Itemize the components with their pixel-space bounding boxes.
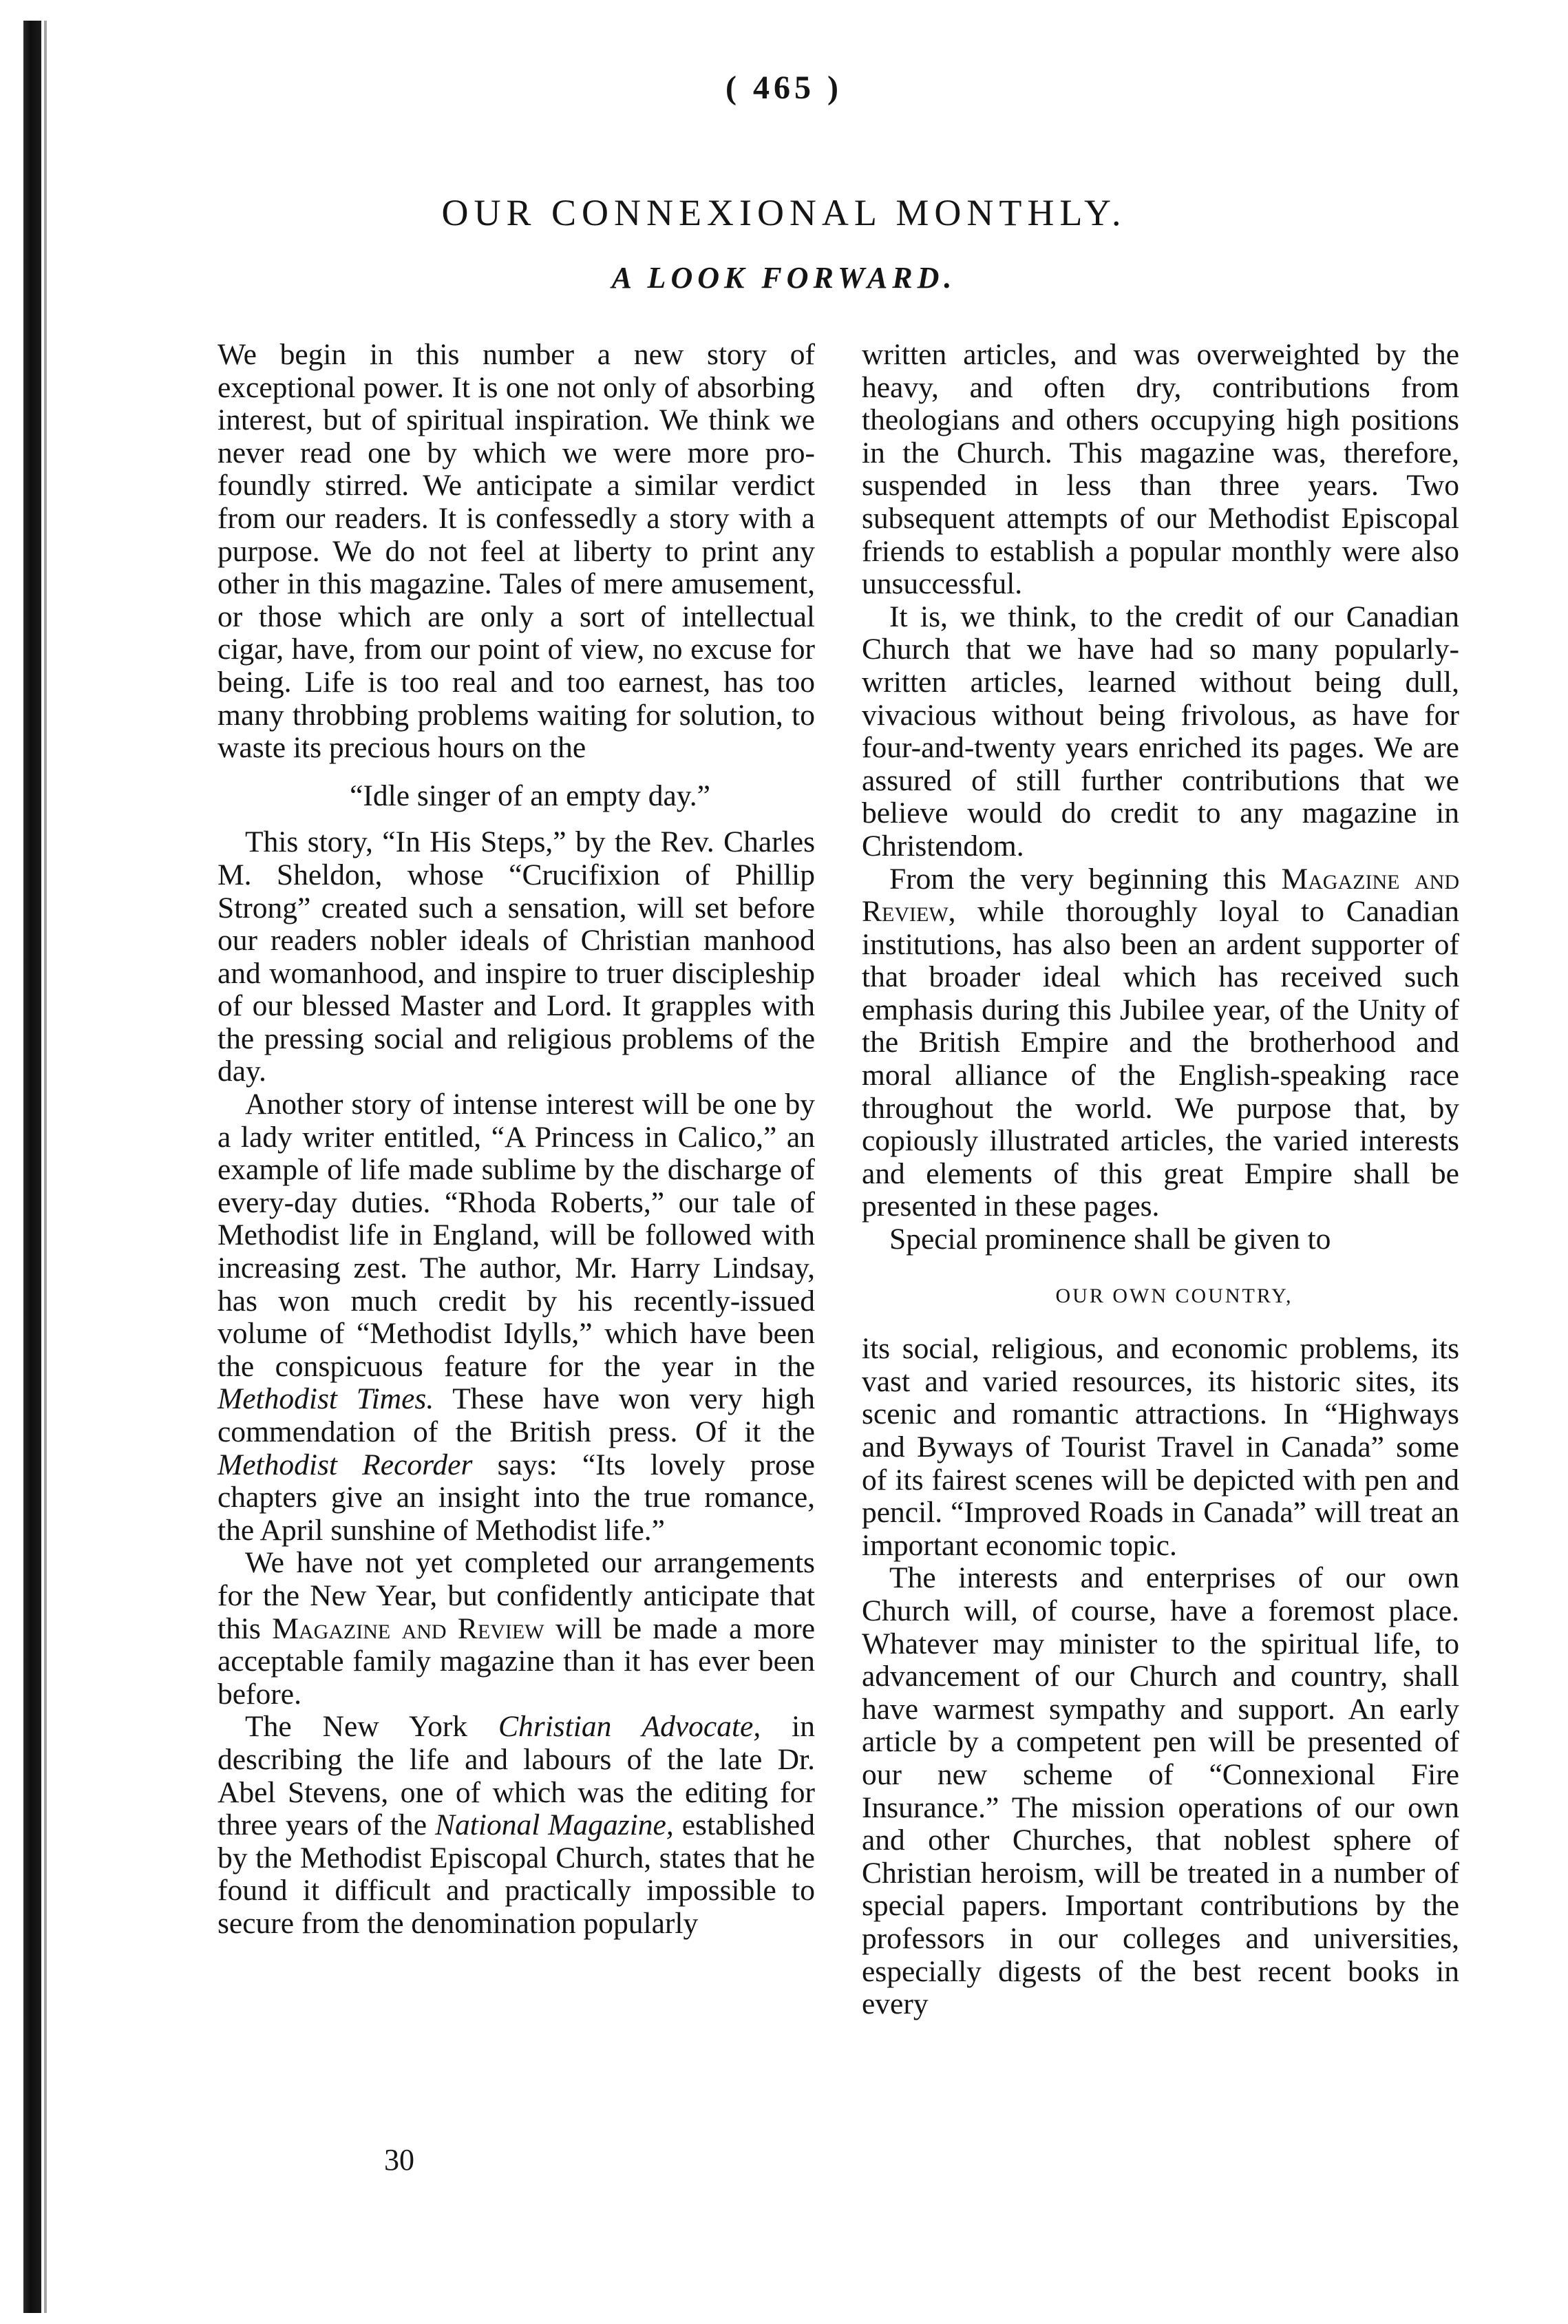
binding-shadow (23, 21, 41, 2313)
text-run: says: “Its lovely prose chapters give an insight into the true romance, the April sunshine of Methodist life.” (218, 1448, 815, 1547)
paragraph: We begin in this number a new story of exceptional power. It is one not only of absorbing interest, but of spiritual inspiration. We think we never read one by which we were more profoundly stirred. We anticipate a similar verdict from our readers. It is confessedly a story with a purpose. We do not feel at liberty to print any other in this magazine. Tales of mere amusement, or those which are only a sort of intellectual cigar, have, from our point of view, no excuse for being. Life is too real and too earnest, has too many throbbing problems waiting for solution, to waste its precious hours on the (218, 338, 815, 765)
page-number: ( 465 ) (725, 70, 843, 106)
italic-title: Christian Advocate, (498, 1710, 761, 1744)
text-run: , while thoroughly loyal to Canadian institutions, has also been an ardent supporter of that broader ideal which has received such emphasis during this Jubilee year, of the Unity of the British Empire and the brotherhood and moral alliance of the English-speaking race throughout the world. We purpose that, by copiously illustrated articles, the varied interests and elements of this great Empire shall be presented in these pages. (862, 895, 1459, 1223)
paragraph: written articles, and was overweighted by the heavy, and often dry, contributions from theologians and others occupying high positions in the Church. This magazine was, therefore, suspended in less than three years. Two subsequent attempts of our Methodist Episcopal friends to establish a popular monthly were also unsuccessful. (862, 338, 1459, 601)
text-run: in describing the life and labours of the late Dr. Abel Stevens, one of which was the editing for three years of the (218, 1710, 816, 1842)
magazine-title: OUR CONNEXIONAL MONTHLY. (441, 192, 1127, 233)
paragraph (218, 1711, 815, 1940)
text-run: Another story of intense interest will be one by a lady writer entitled, “A Princess in Calico,” an example of life made sublime by the discharge of every-day duties. “Rhoda Roberts,” our tale of Methodist life in England, will be followed with increasing zest. The author, Mr. Harry Lindsay, has won much credit by his recently-issued volume of “Methodist Idylls,” which have been the conspicuous feature for the year in the (218, 1088, 815, 1383)
text-run: established by the Methodist Episcopal Church, states that he found it difficult and practically impossible to secure from the denomination popularly (218, 1808, 815, 1940)
section-heading: OUR OWN COUNTRY, (1055, 1284, 1293, 1307)
binding-highlight (44, 21, 47, 2313)
paragraph: Special prominence shall be given to (889, 1223, 1331, 1256)
italic-title: Methodist Recorder (218, 1448, 473, 1481)
right-column (862, 339, 1459, 2021)
text-run: These have won very high commendation of the British press. Of it the (218, 1382, 815, 1448)
text-run: We have not yet completed our arrangements for the New Year, but confidently anticipate that this (218, 1546, 815, 1645)
quotation: “Idle singer of an empty day.” (350, 779, 710, 812)
text-run: The New York (245, 1710, 468, 1744)
small-caps-title: Magazine and Review (862, 862, 1460, 929)
paragraph (862, 863, 1459, 1224)
text-run: will be made a more acceptable family magazine than it has ever been before. (218, 1612, 816, 1711)
paragraph (218, 1088, 815, 1547)
paragraph: its social, religious, and economic problems, its vast and varied resources, its historic sites, its scenic and romantic attractions. In “Highways and Byways of Tourist Travel in Canada” some of its fairest scenes will be depicted with pen and pencil. “Improved Roads in Canada” will treat an important economic topic. (862, 1332, 1459, 1562)
text-run: From the very beginning this (889, 862, 1267, 896)
article-title: A LOOK FORWARD. (611, 261, 957, 295)
paragraph (218, 1547, 815, 1711)
left-column (218, 339, 815, 1941)
paragraph: This story, “In His Steps,” by the Rev. Charles M. Sheldon, whose “Crucifixion of Phillip Strong” created such a sensation, will set before our readers nobler ideals of Christian manhood and womanhood, and inspire to truer discipleship of our blessed Master and Lord. It grapples with the pressing social and religious problems of the day. (218, 825, 815, 1088)
small-caps-title: Magazine and Review (272, 1612, 544, 1645)
italic-title: National Magazine, (435, 1808, 674, 1842)
paragraph: The interests and enterprises of our own Church will, of course, have a foremost place. Whatever may minister to the spiritual life, to advancement of our Church and country, shall have warmest sympathy and support. An early article by a competent pen will be presented of our new scheme of “Connexional Fire Insurance.” The mission operations of our own and other Churches, that noblest sphere of Christian heroism, will be treated in a number of special papers. Important contributions by the professors in our colleges and universities, especially digests of the best recent books in every (862, 1561, 1459, 2021)
italic-title: Methodist Times. (218, 1382, 434, 1416)
scan-binding-edge (0, 0, 72, 2324)
signature-folio: 30 (384, 2143, 414, 2177)
paragraph: It is, we think, to the credit of our Canadian Church that we have had so many popularly-written articles, learned without being dull, vivacious without being frivolous, as have for four-and-twenty years enriched its pages. We are assured of still further contributions that we believe would do credit to any magazine in Christendom. (862, 600, 1459, 863)
